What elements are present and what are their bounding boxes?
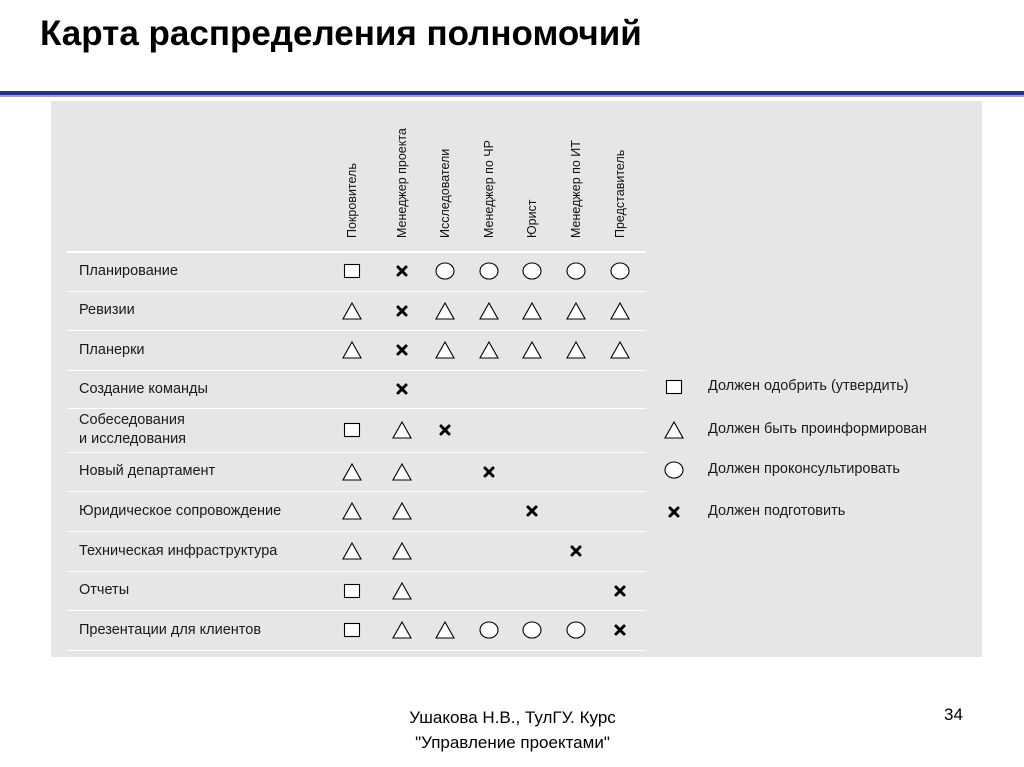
- row-label: Новый департамент: [79, 463, 216, 479]
- cross-icon: [610, 581, 630, 601]
- column-header: Менеджер по ЧР: [482, 140, 496, 238]
- legend-cross-icon: [664, 502, 684, 522]
- row-label: Ревизии: [79, 302, 135, 318]
- row-label: Создание команды: [79, 380, 208, 397]
- triangle-icon: [392, 462, 412, 482]
- cross-icon: [479, 462, 499, 482]
- circle-icon: [610, 261, 630, 281]
- row-divider: [67, 251, 646, 253]
- row-divider: [67, 650, 646, 651]
- cross-icon: [435, 420, 455, 440]
- triangle-icon: [392, 541, 412, 561]
- circle-icon: [479, 620, 499, 640]
- footer-course: "Управление проектами": [415, 733, 610, 752]
- column-header: Исследователи: [438, 148, 452, 238]
- row-label: Юридическое сопровождение: [79, 502, 282, 519]
- cross-icon: [610, 620, 630, 640]
- row-divider: [67, 291, 646, 292]
- triangle-icon: [342, 501, 362, 521]
- circle-icon: [479, 261, 499, 281]
- square-icon: [342, 581, 362, 601]
- row-divider: [67, 408, 646, 409]
- square-icon: [342, 261, 362, 281]
- circle-icon: [566, 620, 586, 640]
- row-divider: [67, 491, 646, 492]
- column-header: Представитель: [613, 149, 627, 238]
- row-label: Собеседования и исследования: [79, 412, 187, 447]
- legend-label: Должен проконсультировать: [708, 461, 900, 477]
- triangle-icon: [435, 340, 455, 360]
- triangle-icon: [435, 301, 455, 321]
- legend-triangle-icon: [664, 420, 684, 440]
- row-divider: [67, 452, 646, 453]
- legend-square-icon: [664, 377, 684, 397]
- row-divider: [67, 370, 646, 371]
- footer-author: Ушакова Н.В., ТулГУ. Курс: [409, 708, 616, 727]
- legend-circle-icon: [664, 460, 684, 480]
- circle-icon: [522, 261, 542, 281]
- circle-icon: [435, 261, 455, 281]
- triangle-icon: [566, 301, 586, 321]
- column-header: Юрист: [525, 199, 539, 238]
- square-icon: [342, 620, 362, 640]
- triangle-icon: [392, 420, 412, 440]
- legend-label: Должен подготовить: [708, 503, 846, 519]
- legend-label: Должен быть проинформирован: [708, 421, 927, 437]
- column-header: Менеджер проекта: [395, 128, 409, 238]
- triangle-icon: [610, 301, 630, 321]
- row-label: Техническая инфраструктура: [79, 542, 278, 559]
- triangle-icon: [342, 340, 362, 360]
- triangle-icon: [342, 541, 362, 561]
- title-divider-shadow: [0, 95, 1024, 97]
- triangle-icon: [566, 340, 586, 360]
- row-divider: [67, 610, 646, 611]
- triangle-icon: [392, 581, 412, 601]
- circle-icon: [566, 261, 586, 281]
- triangle-icon: [610, 340, 630, 360]
- page-title: Карта распределения полномочий: [40, 14, 642, 53]
- circle-icon: [522, 620, 542, 640]
- triangle-icon: [342, 301, 362, 321]
- cross-icon: [566, 541, 586, 561]
- row-divider: [67, 330, 646, 331]
- triangle-icon: [479, 301, 499, 321]
- column-header: Менеджер по ИТ: [569, 140, 583, 238]
- triangle-icon: [522, 340, 542, 360]
- row-label: Презентации для клиентов: [79, 621, 262, 638]
- triangle-icon: [479, 340, 499, 360]
- row-divider: [67, 531, 646, 532]
- row-label: Отчеты: [79, 582, 130, 598]
- triangle-icon: [342, 462, 362, 482]
- page-number: 34: [944, 705, 963, 724]
- cross-icon: [392, 340, 412, 360]
- triangle-icon: [392, 620, 412, 640]
- row-divider: [67, 571, 646, 572]
- cross-icon: [392, 379, 412, 399]
- footer: [360, 705, 665, 755]
- cross-icon: [392, 301, 412, 321]
- row-label: Планерки: [79, 341, 145, 358]
- triangle-icon: [392, 501, 412, 521]
- cross-icon: [522, 501, 542, 521]
- triangle-icon: [435, 620, 455, 640]
- square-icon: [342, 420, 362, 440]
- legend-label: Должен одобрить (утвердить): [708, 378, 909, 394]
- column-header: Покровитель: [345, 163, 359, 238]
- triangle-icon: [522, 301, 542, 321]
- cross-icon: [392, 261, 412, 281]
- row-label: Планирование: [79, 262, 178, 279]
